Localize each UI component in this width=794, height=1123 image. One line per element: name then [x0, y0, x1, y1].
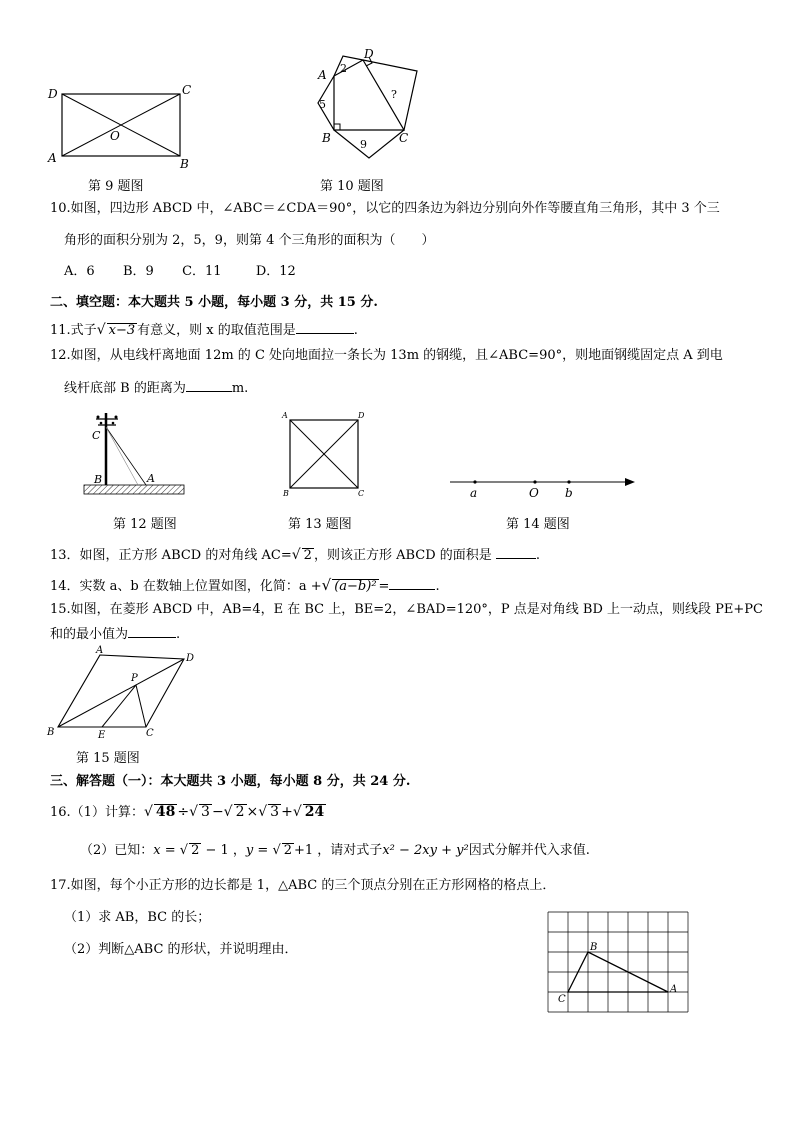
q15-answer-blank: [128, 624, 176, 638]
q10-options: [64, 263, 296, 281]
q11: 11.式子√ x−3 有意义，则 x 的取值范围是 .: [50, 322, 358, 338]
fig14-caption: 第 14 题图: [506, 517, 570, 532]
q14-answer-blank: [389, 576, 435, 590]
q10-line1: 10.如图，四边形 ABCD 中，∠ABC＝∠CDA＝90°，以它的四条边为斜边分别向外作等腰直角三角形，其中 3 个三: [50, 201, 720, 216]
fig13-label-D: D: [358, 411, 365, 420]
q11-pre: 11.式子: [50, 323, 97, 338]
q12-answer-blank: [186, 378, 232, 392]
q13: 13．如图，正方形 ABCD 的对角线 AC=√ 2 ，则该正方形 ABCD 的面积是 .: [50, 547, 541, 563]
fig12-caption: 第 12 题图: [113, 517, 177, 532]
fig15-label-P: P: [131, 673, 138, 684]
fig13-label-C: C: [358, 489, 365, 498]
fig13-label-A: A: [282, 411, 288, 420]
figure-12: [80, 405, 190, 497]
fig10-caption: 第 10 题图: [320, 179, 384, 194]
fig15-label-A: A: [96, 645, 104, 656]
q17-part2: （2）判断△ABC 的形状，并说明理由．: [64, 942, 298, 957]
fig10-num-9: 9: [360, 138, 367, 151]
figure-13: [280, 410, 370, 500]
q15-line1: 15.如图，在菱形 ABCD 中，AB=4，E 在 BC 上，BE=2，∠BAD=120°，P 点是对角线 BD 上一动点，则线段 PE+PC: [50, 602, 763, 617]
fig10-label-A: A: [318, 68, 327, 82]
fig15-label-D: D: [186, 653, 195, 664]
section-3-heading: 三、解答题（一）：本大题共 3 小题，每小题 8 分，共 24 分.: [50, 774, 411, 789]
fig9-label-A: A: [48, 151, 57, 165]
q16-expression: x² − 2xy + y²: [382, 843, 469, 858]
fig9-label-C: C: [182, 83, 192, 97]
fig9-label-B: B: [180, 157, 189, 170]
q16-part2: （2）已知：x = √ 2 − 1 ，y = √ 2 +1 ，请对式子x² − 2xy + y²因式分解并代入求值.: [80, 843, 590, 858]
fig12-label-B: B: [94, 473, 103, 486]
fig10-label-B: B: [322, 131, 331, 145]
q11-post: 有意义，则 x 的取值范围是: [137, 323, 296, 338]
q16-part1: 16.（1）计算：√ 48 ÷√ 3 −√ 2 ×√ 3 +√ 24: [50, 804, 325, 820]
q17-part1: （1）求 AB，BC 的长；: [64, 910, 211, 925]
q12-line1: 12.如图，从电线杆离地面 12m 的 C 处向地面拉一条长为 13m 的钢缆，且∠ABC=90°，则地面钢缆固定点 A 到电: [50, 348, 723, 363]
fig14-label-a: a: [470, 486, 478, 500]
q15-line2: 和的最小值为 .: [50, 624, 180, 644]
q14: 14．实数 a、b 在数轴上位置如图，化简：a +√ (a−b)² = .: [50, 576, 440, 594]
fig17-label-C: C: [558, 994, 566, 1005]
q10-option-c: C．11: [182, 264, 222, 279]
fig12-label-A: A: [147, 472, 155, 485]
fig17-label-B: B: [590, 942, 598, 953]
q10-option-d: D．12: [255, 264, 296, 279]
fig14-label-b: b: [565, 486, 573, 500]
fig10-label-D: D: [364, 47, 374, 61]
fig10-num-q: ?: [391, 88, 397, 101]
q12-line2: 线杆底部 B 的距离为 m.: [64, 378, 248, 398]
fig10-label-C: C: [399, 131, 409, 145]
figure-17-grid: [546, 910, 692, 1016]
fig10-num-5: 5: [319, 98, 326, 111]
figure-14: [445, 470, 640, 502]
q11-answer-blank: [296, 320, 354, 334]
q14-radicand: (a−b)²: [334, 579, 377, 594]
fig17-label-A: A: [670, 984, 678, 995]
figure-15: [42, 645, 202, 740]
q10-option-a: A．6: [64, 264, 95, 279]
fig15-label-B: B: [47, 727, 55, 738]
fig15-label-E: E: [98, 730, 106, 740]
fig15-caption: 第 15 题图: [76, 751, 140, 766]
figure-10: [312, 46, 436, 170]
fig15-label-C: C: [146, 728, 154, 739]
q13-answer-blank: [496, 545, 536, 559]
q10-line2: 角形的面积分别为 2，5，9，则第 4 个三角形的面积为（ ）: [64, 233, 435, 248]
section-2-heading: 二、填空题：本大题共 5 小题，每小题 3 分，共 15 分.: [50, 295, 378, 310]
fig10-num-2: 2: [340, 62, 347, 75]
fig9-label-D: D: [48, 87, 58, 101]
q11-radicand: x−3: [108, 323, 136, 338]
fig13-caption: 第 13 题图: [288, 517, 352, 532]
q17-line1: 17.如图，每个小正方形的边长都是 1，△ABC 的三个顶点分别在正方形网格的格点上．: [50, 878, 556, 893]
fig12-label-C: C: [92, 429, 101, 442]
fig14-label-O: O: [529, 486, 539, 500]
fig13-label-B: B: [283, 489, 289, 498]
fig9-label-O: O: [110, 129, 120, 143]
fig9-caption: 第 9 题图: [88, 179, 144, 194]
figure-9: [40, 78, 200, 170]
q10-option-b: B．9: [122, 264, 154, 279]
q13-radicand: 2: [303, 548, 312, 563]
